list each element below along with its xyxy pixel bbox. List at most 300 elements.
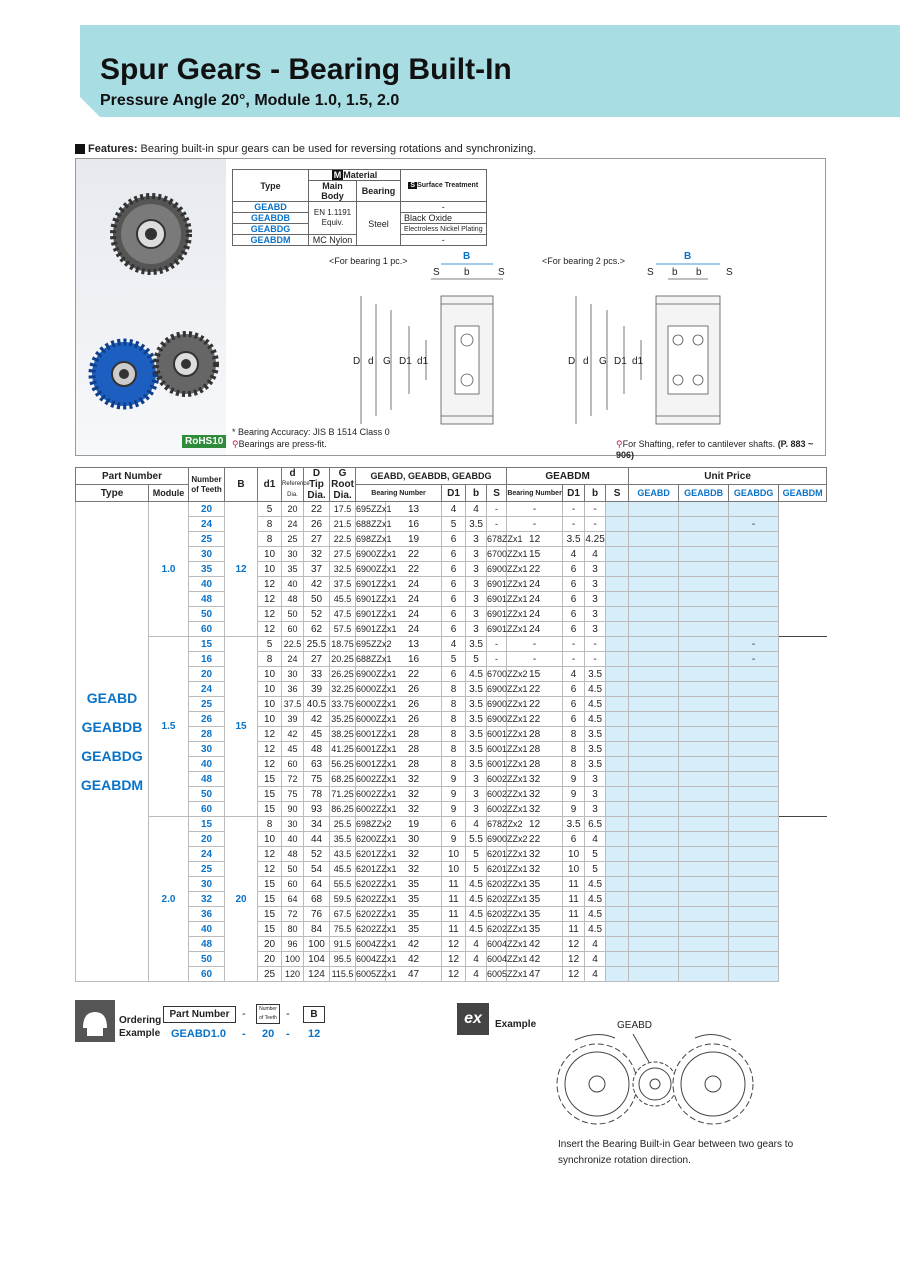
spec-cell: 4: [466, 817, 487, 832]
price-cell[interactable]: [606, 562, 629, 577]
spec-cell: -: [585, 502, 606, 517]
table-row: [76, 502, 827, 517]
price-cell[interactable]: [679, 937, 729, 952]
price-cell[interactable]: [629, 922, 679, 937]
spec-cell: 52: [304, 847, 330, 862]
price-cell[interactable]: [629, 742, 679, 757]
price-cell[interactable]: [679, 517, 729, 532]
note-pressfit: ⚲Bearings are press-fit.: [232, 439, 327, 449]
price-cell[interactable]: [629, 967, 679, 982]
spec-cell: 37.5: [282, 697, 304, 712]
spec-cell: 64: [282, 892, 304, 907]
spec-cell: 45.5: [330, 862, 356, 877]
price-cell[interactable]: [729, 697, 779, 712]
teeth-cell: 50: [189, 952, 225, 967]
price-cell[interactable]: [629, 892, 679, 907]
spec-cell: 34: [304, 817, 330, 832]
th-part-number: Part Number: [76, 468, 189, 485]
spec-cell: 6: [442, 577, 466, 592]
price-cell[interactable]: [629, 622, 679, 637]
price-cell[interactable]: [606, 772, 629, 787]
price-cell[interactable]: [629, 607, 679, 622]
price-cell[interactable]: [729, 937, 779, 952]
ord-dash-2: -: [286, 1008, 290, 1020]
spec-cell: 35: [386, 877, 442, 892]
spec-cell: 3.5: [466, 517, 487, 532]
spec-cell: 678ZZx1: [487, 532, 507, 547]
price-cell[interactable]: [729, 667, 779, 682]
spec-cell: 11: [442, 922, 466, 937]
table-row: [76, 547, 827, 562]
price-cell[interactable]: [629, 637, 679, 652]
price-cell[interactable]: [606, 502, 629, 517]
table-row: [76, 712, 827, 727]
price-cell[interactable]: [679, 727, 729, 742]
spec-cell: 5: [466, 652, 487, 667]
spec-cell: 35: [507, 907, 563, 922]
price-cell[interactable]: [729, 562, 779, 577]
price-cell[interactable]: [629, 532, 679, 547]
price-cell[interactable]: [629, 727, 679, 742]
price-cell[interactable]: [679, 697, 729, 712]
mat-surface: -: [401, 235, 487, 246]
price-cell[interactable]: [606, 892, 629, 907]
spec-cell: 4.5: [585, 892, 606, 907]
price-cell[interactable]: -: [729, 637, 779, 652]
price-cell[interactable]: [629, 682, 679, 697]
spec-cell: 3.5: [585, 757, 606, 772]
dim-d-1: d: [368, 356, 374, 367]
spec-cell: 6: [442, 622, 466, 637]
price-cell[interactable]: [679, 952, 729, 967]
price-cell[interactable]: [606, 847, 629, 862]
spec-cell: 6200ZZx1: [356, 832, 386, 847]
spec-cell: 6201ZZx1: [356, 847, 386, 862]
spec-cell: 15: [258, 877, 282, 892]
spec-cell: 3.5: [466, 757, 487, 772]
price-cell[interactable]: [729, 772, 779, 787]
dim-b-1: b: [464, 267, 470, 278]
spec-cell: 45.5: [330, 592, 356, 607]
spec-cell: 115.5: [330, 967, 356, 982]
spec-cell: 12: [258, 592, 282, 607]
dim-G-2: G: [599, 356, 607, 367]
spec-cell: 24: [507, 607, 563, 622]
th-D1-2: D1: [563, 485, 585, 502]
spec-cell: 3: [466, 532, 487, 547]
price-cell[interactable]: [679, 622, 729, 637]
spec-cell: 26.25: [330, 667, 356, 682]
spec-cell: 35: [507, 877, 563, 892]
price-cell[interactable]: [729, 742, 779, 757]
spec-cell: 11: [442, 892, 466, 907]
spec-cell: 3: [466, 592, 487, 607]
price-cell[interactable]: [679, 787, 729, 802]
price-cell[interactable]: [679, 712, 729, 727]
price-cell[interactable]: [679, 922, 729, 937]
spec-cell: 5: [585, 862, 606, 877]
price-cell[interactable]: [606, 637, 629, 652]
dim-d1-1: d1: [417, 356, 429, 367]
price-cell[interactable]: [679, 877, 729, 892]
spec-cell: 40.5: [304, 697, 330, 712]
spec-cell: 26: [386, 697, 442, 712]
spec-cell: 12: [442, 967, 466, 982]
price-cell[interactable]: [606, 787, 629, 802]
spec-cell: 3: [585, 562, 606, 577]
spec-cell: 15: [258, 907, 282, 922]
price-cell[interactable]: [606, 682, 629, 697]
spec-cell: 6001ZZx1: [487, 757, 507, 772]
spec-cell: 3: [585, 592, 606, 607]
spec-cell: 10: [258, 832, 282, 847]
spec-cell: 24: [282, 652, 304, 667]
price-cell[interactable]: [606, 742, 629, 757]
price-cell[interactable]: [629, 592, 679, 607]
material-table: [232, 169, 487, 246]
price-cell[interactable]: [629, 847, 679, 862]
spec-cell: 41.25: [330, 742, 356, 757]
spec-cell: 6901ZZx1: [487, 592, 507, 607]
price-cell[interactable]: [629, 577, 679, 592]
spec-cell: 9: [563, 772, 585, 787]
ord-dash-1: -: [242, 1008, 246, 1020]
spec-cell: 20: [282, 502, 304, 517]
price-cell[interactable]: [679, 862, 729, 877]
spec-cell: 12: [258, 727, 282, 742]
price-cell[interactable]: [729, 892, 779, 907]
price-cell[interactable]: -: [729, 652, 779, 667]
teeth-cell: 24: [189, 517, 225, 532]
spec-cell: 43.5: [330, 847, 356, 862]
price-cell[interactable]: [729, 607, 779, 622]
price-cell[interactable]: [629, 952, 679, 967]
price-cell[interactable]: [679, 607, 729, 622]
price-cell[interactable]: [729, 817, 779, 832]
price-cell[interactable]: [679, 907, 729, 922]
spec-cell: 32: [386, 862, 442, 877]
price-cell[interactable]: [629, 832, 679, 847]
price-cell[interactable]: [629, 862, 679, 877]
dim-D-2: D: [568, 356, 576, 367]
price-cell[interactable]: [629, 697, 679, 712]
table-row: [76, 862, 827, 877]
table-row: [76, 682, 827, 697]
price-cell[interactable]: [629, 502, 679, 517]
spec-cell: 10: [258, 682, 282, 697]
price-cell[interactable]: [606, 622, 629, 637]
price-cell[interactable]: [606, 862, 629, 877]
spec-cell: 37: [304, 562, 330, 577]
teeth-cell: 16: [189, 652, 225, 667]
spec-cell: 32: [386, 847, 442, 862]
price-cell[interactable]: [606, 652, 629, 667]
price-cell[interactable]: [629, 937, 679, 952]
price-cell[interactable]: [606, 712, 629, 727]
price-cell[interactable]: [729, 547, 779, 562]
price-cell[interactable]: [729, 952, 779, 967]
teeth-cell: 20: [189, 502, 225, 517]
price-cell[interactable]: [679, 742, 729, 757]
price-cell[interactable]: [629, 712, 679, 727]
mat-type: GEABDB: [233, 213, 309, 224]
price-cell[interactable]: [606, 727, 629, 742]
diagram-2-caption: <For bearing 2 pcs.>: [542, 256, 626, 266]
spec-cell: 6: [563, 562, 585, 577]
price-cell[interactable]: [606, 952, 629, 967]
price-cell[interactable]: [606, 757, 629, 772]
spec-cell: 6001ZZx1: [356, 742, 386, 757]
price-cell[interactable]: [629, 787, 679, 802]
rohs-badge: RoHS10: [182, 435, 226, 448]
spec-cell: 75.5: [330, 922, 356, 937]
spec-cell: 84: [304, 922, 330, 937]
spec-cell: 22: [507, 682, 563, 697]
features-label: Features:: [88, 143, 138, 155]
teeth-cell: 28: [189, 727, 225, 742]
price-cell[interactable]: [679, 502, 729, 517]
price-cell[interactable]: [729, 592, 779, 607]
price-cell[interactable]: [606, 577, 629, 592]
spec-cell: 6001ZZx1: [356, 757, 386, 772]
spec-cell: 6202ZZx1: [487, 877, 507, 892]
price-cell[interactable]: [606, 697, 629, 712]
spec-cell: 6005ZZx1: [356, 967, 386, 982]
price-cell[interactable]: [679, 802, 729, 817]
price-cell[interactable]: [729, 802, 779, 817]
dim-B-1: B: [463, 251, 471, 262]
price-cell[interactable]: [729, 907, 779, 922]
price-cell[interactable]: [679, 682, 729, 697]
price-cell[interactable]: [729, 847, 779, 862]
price-cell[interactable]: [606, 517, 629, 532]
price-cell[interactable]: [606, 937, 629, 952]
price-cell[interactable]: [679, 757, 729, 772]
price-cell[interactable]: [729, 787, 779, 802]
mat-surface: Electroless Nickel Plating: [401, 224, 487, 235]
price-cell[interactable]: [729, 832, 779, 847]
spec-cell: 12: [258, 577, 282, 592]
table-row: [76, 532, 827, 547]
price-cell[interactable]: [729, 757, 779, 772]
spec-cell: 6901ZZx1: [356, 622, 386, 637]
price-cell[interactable]: [629, 817, 679, 832]
spec-cell: 12: [258, 847, 282, 862]
price-cell[interactable]: [606, 532, 629, 547]
spec-cell: 4: [585, 547, 606, 562]
price-cell[interactable]: [729, 877, 779, 892]
teeth-cell: 60: [189, 802, 225, 817]
mat-surface: -: [401, 202, 487, 213]
spec-cell: 3: [466, 547, 487, 562]
price-cell[interactable]: [679, 967, 729, 982]
spec-cell: 6700ZZx2: [487, 667, 507, 682]
spec-cell: 36: [282, 682, 304, 697]
price-cell[interactable]: [729, 862, 779, 877]
table-row: [76, 577, 827, 592]
spec-cell: 6900ZZx1: [487, 562, 507, 577]
spec-cell: 688ZZx1: [356, 517, 386, 532]
spec-cell: 35: [386, 892, 442, 907]
spec-cell: 695ZZx2: [356, 637, 386, 652]
price-cell[interactable]: [679, 652, 729, 667]
price-cell[interactable]: [679, 637, 729, 652]
mat-bearing: Steel: [357, 202, 401, 246]
price-cell[interactable]: -: [729, 517, 779, 532]
price-cell[interactable]: [679, 562, 729, 577]
header-fold: [80, 97, 100, 117]
price-cell[interactable]: [729, 727, 779, 742]
price-cell[interactable]: [606, 802, 629, 817]
price-cell[interactable]: [629, 772, 679, 787]
table-row: [76, 667, 827, 682]
price-cell[interactable]: [679, 832, 729, 847]
dim-S-1b: S: [498, 267, 505, 278]
price-cell[interactable]: [629, 877, 679, 892]
price-cell[interactable]: [629, 562, 679, 577]
th-module: Module: [149, 485, 189, 502]
price-cell[interactable]: [679, 577, 729, 592]
spec-cell: 6005ZZx1: [487, 967, 507, 982]
mat-main-body: MC Nylon: [309, 235, 357, 246]
table-row: [76, 967, 827, 982]
spec-cell: 50: [282, 607, 304, 622]
spec-cell: 6901ZZx1: [487, 607, 507, 622]
price-cell[interactable]: [679, 547, 729, 562]
price-cell[interactable]: [679, 892, 729, 907]
B-cell: 12: [225, 502, 258, 637]
spec-cell: 11: [563, 892, 585, 907]
spec-cell: 30: [282, 817, 304, 832]
spec-cell: 15: [258, 802, 282, 817]
spec-cell: 10: [258, 562, 282, 577]
price-cell[interactable]: [606, 967, 629, 982]
price-cell[interactable]: [606, 817, 629, 832]
price-cell[interactable]: [606, 592, 629, 607]
spec-cell: -: [563, 517, 585, 532]
spec-cell: 6900ZZx1: [487, 712, 507, 727]
spec-cell: 3.5: [585, 742, 606, 757]
price-cell[interactable]: [679, 772, 729, 787]
price-cell[interactable]: [679, 847, 729, 862]
spec-cell: 78: [304, 787, 330, 802]
price-cell[interactable]: [729, 682, 779, 697]
table-row: [76, 742, 827, 757]
dim-d-2: d: [583, 356, 589, 367]
spec-cell: 11: [563, 922, 585, 937]
price-cell[interactable]: [679, 592, 729, 607]
price-cell[interactable]: [629, 667, 679, 682]
spec-cell: 3: [466, 562, 487, 577]
spec-cell: 5.5: [466, 832, 487, 847]
th-D: D Tip Dia.: [304, 468, 330, 502]
price-cell[interactable]: [629, 907, 679, 922]
price-cell[interactable]: [629, 517, 679, 532]
price-cell[interactable]: [606, 832, 629, 847]
spec-cell: 12: [258, 622, 282, 637]
spec-cell: 4.5: [585, 922, 606, 937]
price-cell[interactable]: [606, 877, 629, 892]
spec-cell: 8: [563, 742, 585, 757]
price-cell[interactable]: [679, 817, 729, 832]
spec-cell: 698ZZx2: [356, 817, 386, 832]
spec-cell: 4.5: [585, 682, 606, 697]
price-cell[interactable]: [629, 802, 679, 817]
price-cell[interactable]: [629, 547, 679, 562]
price-cell[interactable]: [729, 922, 779, 937]
spec-cell: 3: [466, 787, 487, 802]
spec-cell: -: [563, 502, 585, 517]
spec-cell: 6002ZZx1: [356, 772, 386, 787]
price-cell[interactable]: [606, 667, 629, 682]
spec-cell: 6: [563, 577, 585, 592]
dim-D1-2: D1: [614, 356, 627, 367]
spec-cell: 25.5: [304, 637, 330, 652]
spec-cell: 6: [563, 682, 585, 697]
price-cell[interactable]: [629, 757, 679, 772]
spec-cell: 15: [507, 547, 563, 562]
dim-S-2a: S: [647, 267, 654, 278]
spec-cell: 27.5: [330, 547, 356, 562]
teeth-cell: 32: [189, 892, 225, 907]
price-cell[interactable]: [606, 907, 629, 922]
spec-cell: 9: [442, 832, 466, 847]
spec-cell: 91.5: [330, 937, 356, 952]
example-text: Insert the Bearing Built-in Gear between two gears to synchronize rotation direction.: [558, 1139, 794, 1166]
th-bearing-number-2: Bearing Number: [507, 485, 563, 502]
spec-cell: 32: [386, 772, 442, 787]
price-cell[interactable]: [606, 922, 629, 937]
spec-cell: 6202ZZx1: [487, 907, 507, 922]
dim-D1-1: D1: [399, 356, 412, 367]
teeth-cell: 25: [189, 532, 225, 547]
spec-cell: 6004ZZx1: [356, 937, 386, 952]
price-cell[interactable]: [679, 532, 729, 547]
spec-cell: 30: [282, 547, 304, 562]
mat-type: GEABDM: [233, 235, 309, 246]
dim-S-2b: S: [726, 267, 733, 278]
price-cell[interactable]: [729, 712, 779, 727]
price-cell[interactable]: [629, 652, 679, 667]
spec-cell: 6: [563, 607, 585, 622]
price-cell[interactable]: [729, 577, 779, 592]
price-cell[interactable]: [606, 547, 629, 562]
spec-cell: -: [487, 637, 507, 652]
price-cell[interactable]: [729, 532, 779, 547]
price-cell[interactable]: [729, 967, 779, 982]
teeth-cell: 36: [189, 907, 225, 922]
spec-cell: 3: [466, 577, 487, 592]
spec-cell: -: [585, 637, 606, 652]
spec-cell: 60: [282, 877, 304, 892]
teeth-cell: 50: [189, 787, 225, 802]
spec-cell: 3: [466, 607, 487, 622]
spec-cell: 6001ZZx1: [487, 727, 507, 742]
price-cell[interactable]: [729, 502, 779, 517]
spec-cell: -: [487, 517, 507, 532]
spec-cell: 15: [258, 892, 282, 907]
spec-cell: 6900ZZx1: [356, 562, 386, 577]
spec-cell: 6: [563, 592, 585, 607]
spec-cell: 22: [386, 562, 442, 577]
spec-cell: 3: [585, 787, 606, 802]
price-cell[interactable]: [606, 607, 629, 622]
price-cell[interactable]: [679, 667, 729, 682]
spec-cell: 6901ZZx1: [356, 607, 386, 622]
price-cell[interactable]: [729, 622, 779, 637]
spec-cell: 24: [386, 577, 442, 592]
spec-cell: 8: [442, 727, 466, 742]
